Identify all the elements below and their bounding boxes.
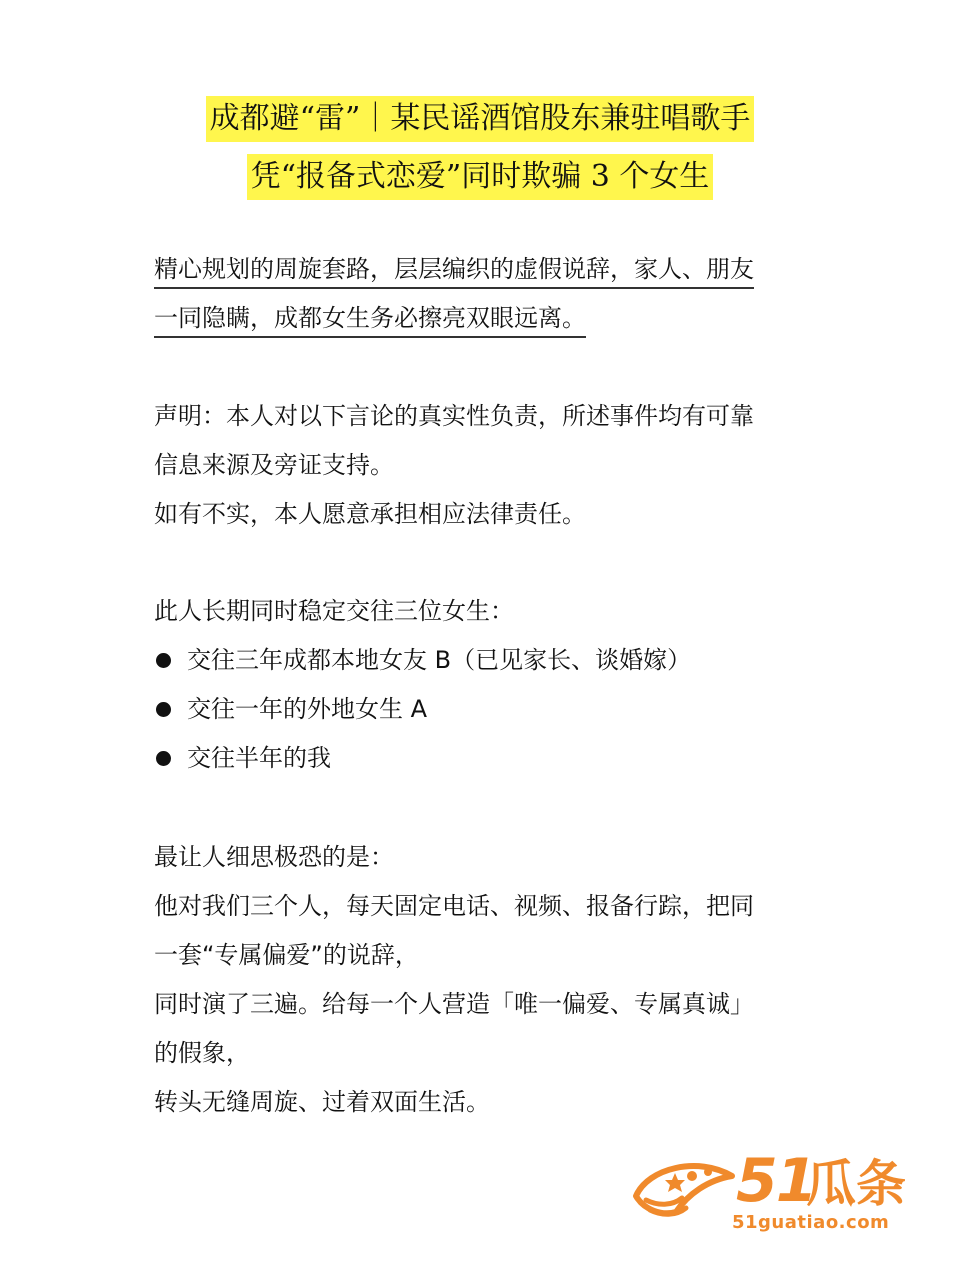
list-item-text: 交往三年成都本地女友 B（已见家长、谈婚嫁） (187, 646, 692, 674)
list-item-text: 交往一年的外地女生 A (187, 695, 428, 723)
article-title (0, 96, 960, 200)
logo-number: 51 (736, 1146, 816, 1216)
bullet-icon (156, 702, 171, 717)
list-item (154, 734, 814, 783)
relations-list (154, 636, 814, 783)
statement-line: 信息来源及旁证支持。 (154, 451, 394, 479)
worst-line: 一套“专属偏爱”的说辞， (154, 941, 419, 969)
intro-line: 精心规划的周旋套路，层层编织的虚假说辞，家人、朋友 (154, 255, 754, 289)
intro-paragraph (154, 245, 814, 343)
statement-paragraph (154, 392, 814, 539)
worst-paragraph (154, 833, 814, 1127)
intro-line: 一同隐瞒，成都女生务必擦亮双眼远离。 (154, 304, 586, 338)
worst-line: 同时演了三遍。给每一个人营造「唯一偏爱、专属真诚」 (154, 990, 754, 1018)
title-line-1: 成都避“雷”｜某民谣酒馆股东兼驻唱歌手 (206, 96, 755, 142)
logo-chinese: 瓜条 (806, 1155, 906, 1213)
fish-icon (628, 1150, 738, 1230)
relations-heading: 此人长期同时稳定交往三位女生： (154, 597, 514, 625)
worst-line: 转头无缝周旋、过着双面生活。 (154, 1088, 490, 1116)
list-item (154, 636, 814, 685)
statement-line: 如有不实，本人愿意承担相应法律责任。 (154, 500, 586, 528)
worst-line: 最让人细思极恐的是： (154, 843, 394, 871)
list-item-text: 交往半年的我 (187, 744, 331, 772)
bullet-icon (156, 751, 171, 766)
worst-line: 的假象， (154, 1039, 250, 1067)
watermark-logo (628, 1146, 928, 1240)
bullet-icon (156, 653, 171, 668)
relations-section (154, 587, 814, 783)
statement-line: 声明：本人对以下言论的真实性负责，所述事件均有可靠 (154, 402, 754, 430)
worst-line: 他对我们三个人，每天固定电话、视频、报备行踪，把同 (154, 892, 754, 920)
logo-url: 51guatiao.com (732, 1212, 890, 1233)
title-line-2: 凭“报备式恋爱”同时欺骗 3 个女生 (247, 154, 714, 200)
list-item (154, 685, 814, 734)
